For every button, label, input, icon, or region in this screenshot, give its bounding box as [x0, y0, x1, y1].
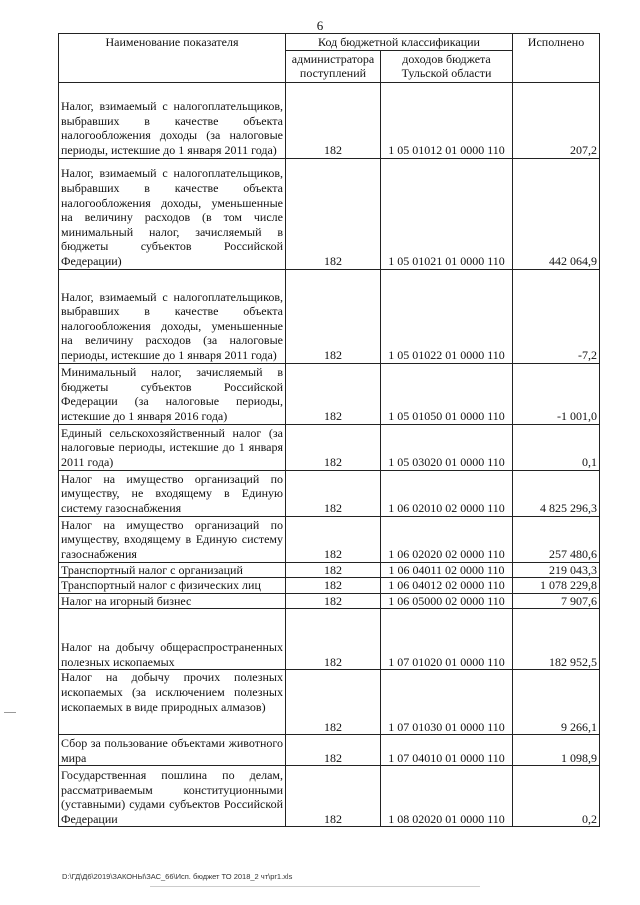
indicator-name-cell: Налог на добычу общераспространенных полезных ископаемых [59, 609, 286, 670]
executed-amount-cell: 1 078 229,8 [513, 578, 600, 594]
administrator-code-cell: 182 [286, 82, 381, 158]
administrator-code-cell: 182 [286, 424, 381, 470]
indicator-name-cell: Налог на игорный бизнес [59, 593, 286, 609]
revenue-code-cell: 1 05 01021 01 0000 110 [381, 158, 513, 269]
administrator-code-cell: 182 [286, 516, 381, 562]
indicator-name-cell: Налог на имущество организаций по имуществу, не входящему в Единую систему газоснабжения [59, 470, 286, 516]
revenue-code-cell: 1 07 01030 01 0000 110 [381, 670, 513, 735]
administrator-code-cell: 182 [286, 578, 381, 594]
header-name: Наименование показателя [59, 34, 286, 83]
executed-amount-cell: 182 952,5 [513, 609, 600, 670]
indicator-name-cell: Единый сельскохозяйственный налог (за налоговые периоды, истекшие до 1 января 2011 года) [59, 424, 286, 470]
table-row [59, 609, 600, 670]
revenue-code-cell: 1 05 01012 01 0000 110 [381, 82, 513, 158]
revenue-code-cell: 1 06 04011 02 0000 110 [381, 562, 513, 578]
administrator-code-cell: 182 [286, 766, 381, 827]
executed-amount-cell: 9 266,1 [513, 670, 600, 735]
administrator-code-cell: 182 [286, 670, 381, 735]
table-row [59, 363, 600, 424]
header-revenue-code: доходов бюджета Тульской области [381, 50, 513, 82]
table-row [59, 158, 600, 269]
indicator-name-cell: Налог на имущество организаций по имуществу, входящему в Единую систему газоснабжения [59, 516, 286, 562]
revenue-code-cell: 1 06 02010 02 0000 110 [381, 470, 513, 516]
table-row [59, 578, 600, 594]
table-row [59, 470, 600, 516]
table-row [59, 670, 600, 735]
indicator-name-cell: Налог, взимаемый с налогоплательщиков, выбравших в качестве объекта налогообложения доходы (за налоговые периоды, истекшие до 1 января 2011 года) [59, 82, 286, 158]
administrator-code-cell: 182 [286, 269, 381, 363]
table-row [59, 562, 600, 578]
indicator-name-cell: Налог, взимаемый с налогоплательщиков, выбравших в качестве объекта налогообложения доходы, уменьшенные на величину расходов (за налоговые периоды, истекшие до 1 января 2011 года) [59, 269, 286, 363]
revenue-code-cell: 1 05 01050 01 0000 110 [381, 363, 513, 424]
administrator-code-cell: 182 [286, 593, 381, 609]
executed-amount-cell: 207,2 [513, 82, 600, 158]
executed-amount-cell: 257 480,6 [513, 516, 600, 562]
budget-table [58, 33, 600, 827]
administrator-code-cell: 182 [286, 735, 381, 766]
revenue-code-cell: 1 06 04012 02 0000 110 [381, 578, 513, 594]
indicator-name-cell: Минимальный налог, зачисляемый в бюджеты субъектов Российской Федерации (за налоговые периоды, истекшие до 1 января 2016 года) [59, 363, 286, 424]
file-path-footer: D:\ГД\Д6\2019\ЗАКОНЫ\ЗАС_66\Исп. бюджет ТО 2018_2 чт\pr1.xls [62, 872, 293, 881]
table-body [59, 82, 600, 827]
revenue-code-cell: 1 08 02020 01 0000 110 [381, 766, 513, 827]
table-row [59, 516, 600, 562]
header-classification: Код бюджетной классификации [286, 34, 513, 51]
table-row [59, 593, 600, 609]
table-row [59, 735, 600, 766]
revenue-code-cell: 1 07 04010 01 0000 110 [381, 735, 513, 766]
administrator-code-cell: 182 [286, 158, 381, 269]
executed-amount-cell: 0,1 [513, 424, 600, 470]
header-executed: Исполнено [513, 34, 600, 83]
indicator-name-cell: Транспортный налог с физических лиц [59, 578, 286, 594]
table-row [59, 269, 600, 363]
executed-amount-cell: -1 001,0 [513, 363, 600, 424]
administrator-code-cell: 182 [286, 470, 381, 516]
scan-artifact [4, 712, 16, 713]
administrator-code-cell: 182 [286, 609, 381, 670]
table-header [59, 34, 600, 83]
revenue-code-cell: 1 06 05000 02 0000 110 [381, 593, 513, 609]
indicator-name-cell: Налог, взимаемый с налогоплательщиков, выбравших в качестве объекта налогообложения доходы, уменьшенные на величину расходов (в том числе минимальный налог, зачисляемый в бюджеты субъектов Российской Федерации) [59, 158, 286, 269]
administrator-code-cell: 182 [286, 562, 381, 578]
revenue-code-cell: 1 07 01020 01 0000 110 [381, 609, 513, 670]
executed-amount-cell: 442 064,9 [513, 158, 600, 269]
page-number: 6 [316, 18, 324, 33]
indicator-name-cell: Сбор за пользование объектами животного мира [59, 735, 286, 766]
header-administrator: администратора поступлений [286, 50, 381, 82]
indicator-name-cell: Налог на добычу прочих полезных ископаемых (за исключением полезных ископаемых в виде природных алмазов) [59, 670, 286, 735]
indicator-name-cell: Транспортный налог с организаций [59, 562, 286, 578]
executed-amount-cell: -7,2 [513, 269, 600, 363]
executed-amount-cell: 219 043,3 [513, 562, 600, 578]
revenue-code-cell: 1 05 03020 01 0000 110 [381, 424, 513, 470]
table-row [59, 82, 600, 158]
administrator-code-cell: 182 [286, 363, 381, 424]
table-row [59, 424, 600, 470]
revenue-code-cell: 1 05 01022 01 0000 110 [381, 269, 513, 363]
executed-amount-cell: 7 907,6 [513, 593, 600, 609]
table-row [59, 766, 600, 827]
scan-artifact-line [150, 886, 480, 887]
indicator-name-cell: Государственная пошлина по делам, рассматриваемым конституционными (уставными) судами субъектов Российской Федерации [59, 766, 286, 827]
executed-amount-cell: 4 825 296,3 [513, 470, 600, 516]
revenue-code-cell: 1 06 02020 02 0000 110 [381, 516, 513, 562]
executed-amount-cell: 1 098,9 [513, 735, 600, 766]
executed-amount-cell: 0,2 [513, 766, 600, 827]
